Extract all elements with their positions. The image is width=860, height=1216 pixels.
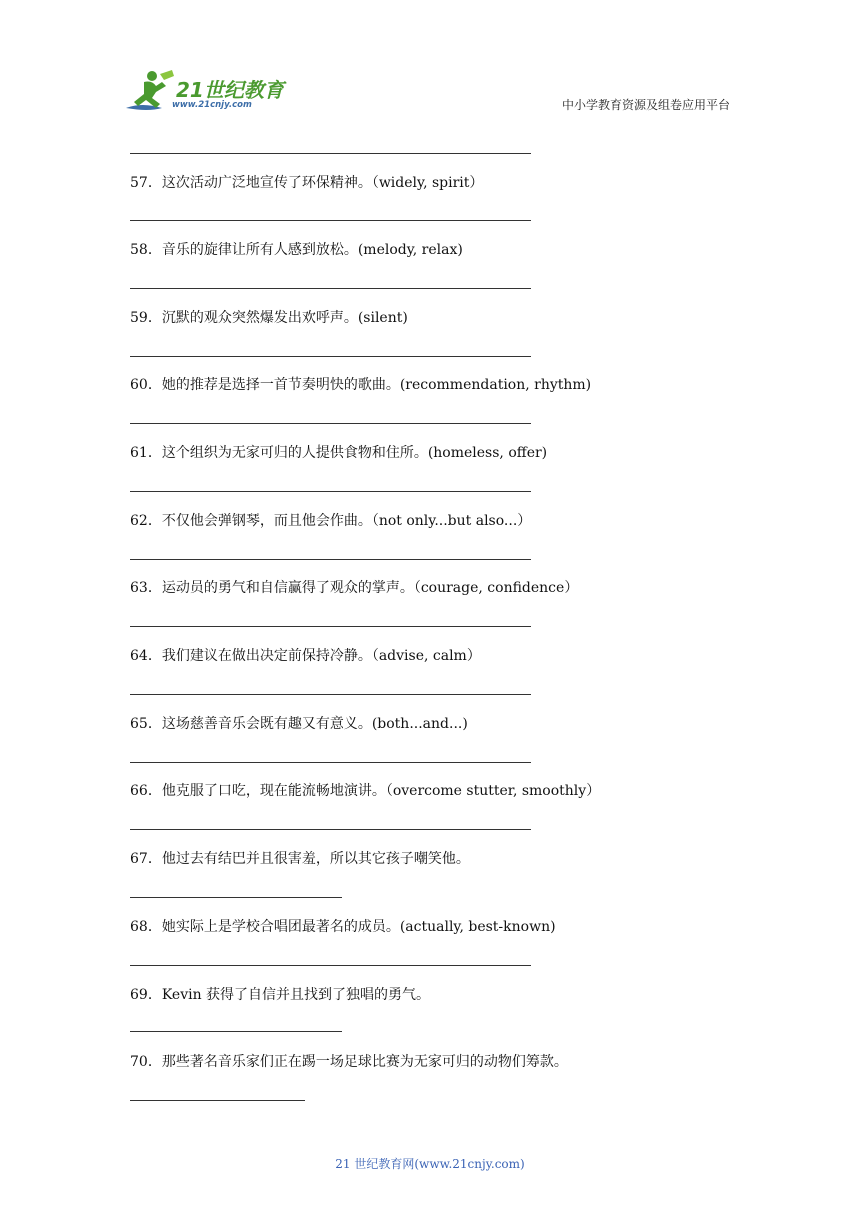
question-text: 她实际上是学校合唱团最著名的成员。(actually, best-known)	[161, 919, 556, 935]
question-text: 她的推荐是选择一首节奏明快的歌曲。(recommendation, rhythm)	[161, 377, 592, 393]
question-number: 66．	[130, 783, 162, 799]
answer-line	[130, 829, 531, 830]
running-figure-icon	[122, 68, 178, 114]
answer-line	[130, 626, 531, 627]
answer-line	[130, 423, 531, 424]
question-number: 61．	[130, 445, 162, 461]
question-69	[130, 984, 430, 1004]
question-text: 他克服了口吃，现在能流畅地演讲。（overcome stutter, smoothly）	[161, 783, 601, 799]
question-57	[130, 172, 483, 192]
question-63	[130, 577, 578, 597]
logo-url: www.21cnjy.com	[172, 100, 252, 110]
question-60	[130, 374, 591, 394]
question-67	[130, 848, 470, 868]
question-58	[130, 239, 463, 259]
question-text: 运动员的勇气和自信赢得了观众的掌声。（courage, confidence）	[161, 580, 579, 596]
question-59	[130, 307, 408, 327]
logo-title: 21世纪教育	[176, 78, 284, 102]
question-text: 他过去有结巴并且很害羞，所以其它孩子嘲笑他。	[161, 851, 470, 867]
question-number: 67．	[130, 851, 162, 867]
answer-line	[130, 559, 531, 560]
answer-line	[130, 965, 531, 966]
answer-line	[130, 1031, 342, 1032]
question-65	[130, 713, 468, 733]
answer-line	[130, 491, 531, 492]
site-logo	[122, 68, 292, 116]
question-66	[130, 780, 600, 800]
question-text: 音乐的旋律让所有人感到放松。(melody, relax)	[161, 242, 463, 258]
question-number: 68．	[130, 919, 162, 935]
question-68	[130, 916, 556, 936]
answer-line	[130, 897, 342, 898]
question-64	[130, 645, 481, 665]
answer-line	[130, 153, 531, 154]
question-number: 65．	[130, 716, 162, 732]
question-number: 63．	[130, 580, 162, 596]
question-text: 不仅他会弹钢琴，而且他会作曲。（not only...but also...）	[161, 513, 532, 529]
answer-line	[130, 356, 531, 357]
answer-line	[130, 1100, 305, 1101]
question-text: 这场慈善音乐会既有趣又有意义。(both...and...)	[161, 716, 468, 732]
platform-tagline: 中小学教育资源及组卷应用平台	[561, 98, 730, 112]
question-70	[130, 1051, 568, 1071]
question-number: 70．	[130, 1054, 162, 1070]
question-number: 69．	[130, 987, 162, 1003]
question-text: 那些著名音乐家们正在踢一场足球比赛为无家可归的动物们筹款。	[161, 1054, 568, 1070]
question-number: 59．	[130, 310, 162, 326]
answer-line	[130, 762, 531, 763]
question-number: 64．	[130, 648, 162, 664]
question-62	[130, 510, 531, 530]
question-text: 这个组织为无家可归的人提供食物和住所。(homeless, offer)	[161, 445, 548, 461]
footer-link[interactable]: 21 世纪教育网(www.21cnjy.com)	[335, 1157, 525, 1171]
answer-line	[130, 694, 531, 695]
question-number: 58．	[130, 242, 162, 258]
question-number: 60．	[130, 377, 162, 393]
question-text: Kevin 获得了自信并且找到了独唱的勇气。	[161, 987, 431, 1003]
question-61	[130, 442, 547, 462]
question-number: 57．	[130, 175, 162, 191]
question-text: 这次活动广泛地宣传了环保精神。（widely, spirit）	[161, 175, 484, 191]
question-text: 沉默的观众突然爆发出欢呼声。(silent)	[161, 310, 408, 326]
question-number: 62．	[130, 513, 162, 529]
answer-line	[130, 220, 531, 221]
question-text: 我们建议在做出决定前保持冷静。（advise, calm）	[161, 648, 481, 664]
answer-line	[130, 288, 531, 289]
